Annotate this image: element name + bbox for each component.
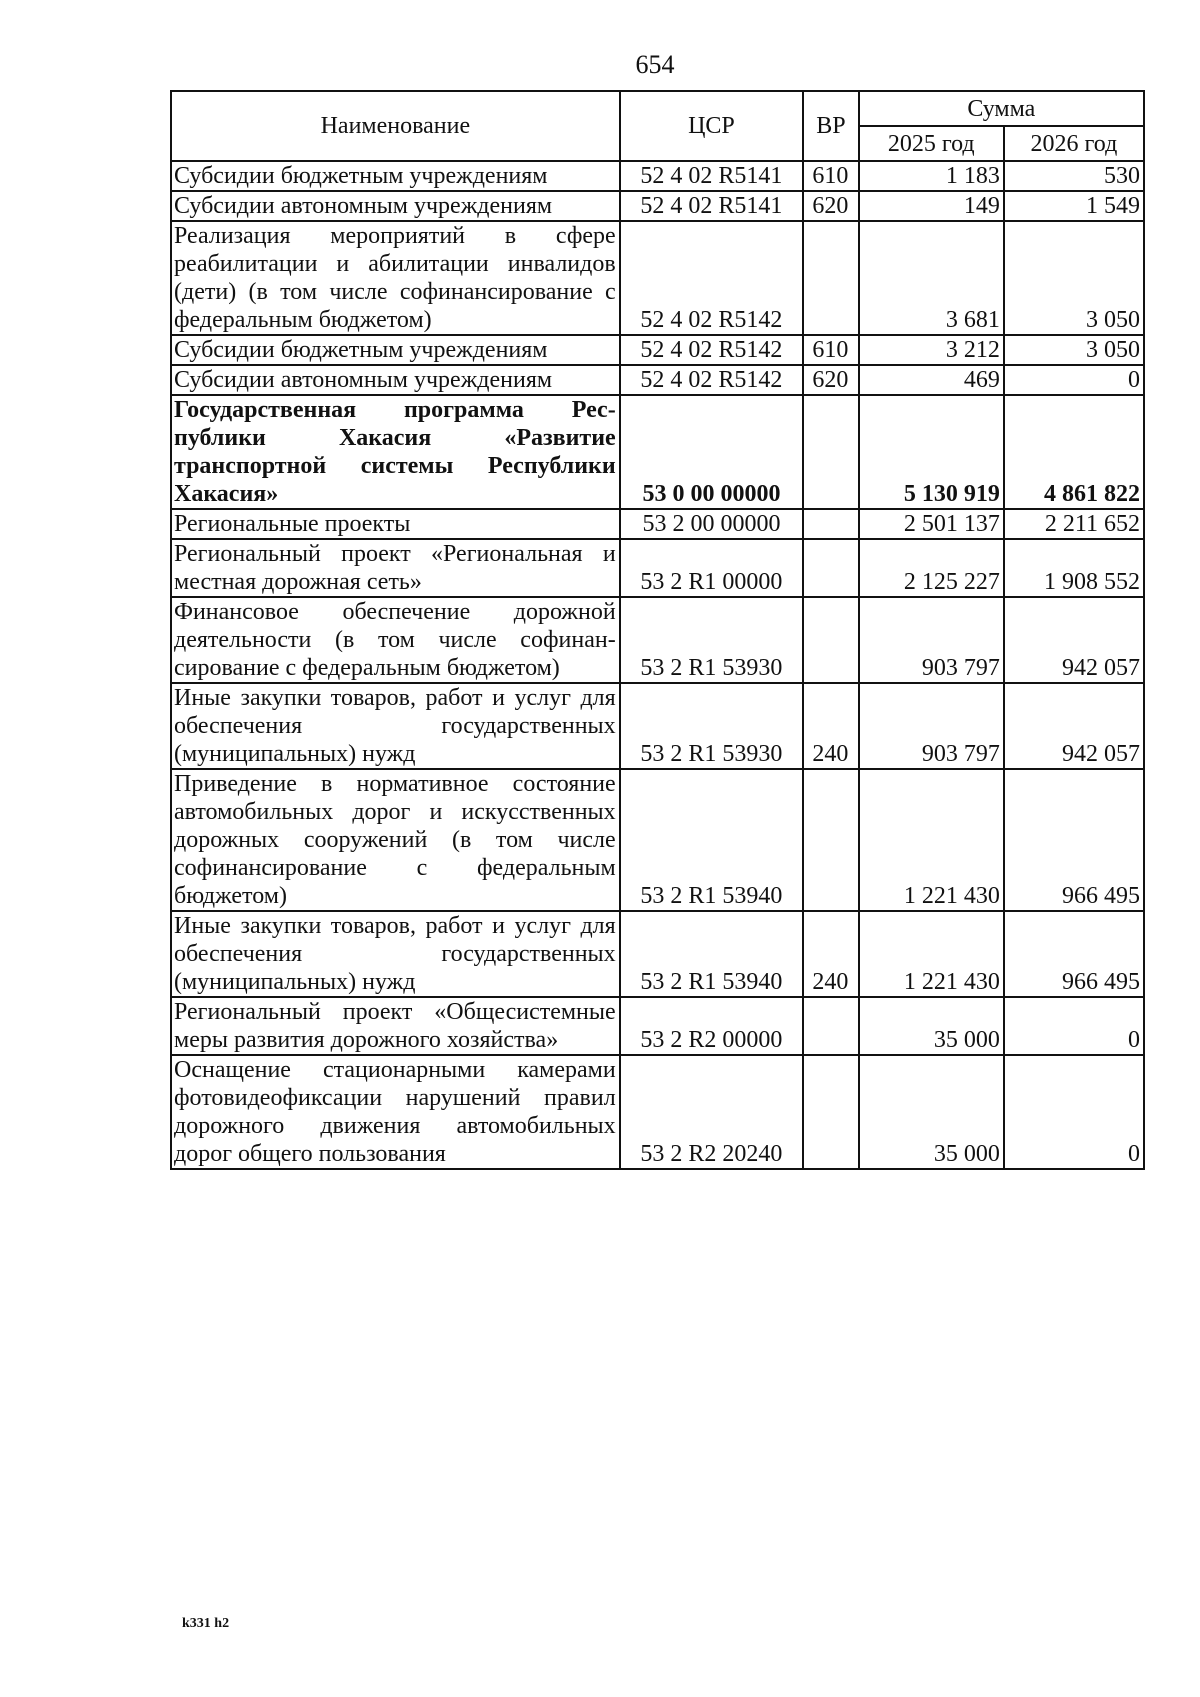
budget-table bbox=[170, 90, 1145, 1170]
row-csr: 52 4 02 R5142 bbox=[620, 335, 804, 365]
row-sum-2026: 966 495 bbox=[1004, 769, 1144, 911]
row-sum-2026: 1 908 552 bbox=[1004, 539, 1144, 597]
header-year-2026: 2026 год bbox=[1004, 126, 1144, 161]
row-sum-2025: 2 125 227 bbox=[859, 539, 1004, 597]
row-csr: 52 4 02 R5142 bbox=[620, 365, 804, 395]
row-sum-2026: 0 bbox=[1004, 997, 1144, 1055]
row-vr bbox=[803, 1055, 858, 1169]
row-vr bbox=[803, 597, 858, 683]
row-csr: 53 2 R2 20240 bbox=[620, 1055, 804, 1169]
row-sum-2025: 149 bbox=[859, 191, 1004, 221]
row-sum-2025: 469 bbox=[859, 365, 1004, 395]
row-sum-2026: 0 bbox=[1004, 1055, 1144, 1169]
row-csr: 53 2 R1 53930 bbox=[620, 683, 804, 769]
footer-code: k331 h2 bbox=[182, 1616, 230, 1631]
row-sum-2026: 530 bbox=[1004, 161, 1144, 191]
header-sum: Сумма bbox=[859, 91, 1144, 126]
row-vr bbox=[803, 509, 858, 539]
row-sum-2026: 1 549 bbox=[1004, 191, 1144, 221]
row-sum-2026: 942 057 bbox=[1004, 597, 1144, 683]
table-row bbox=[171, 335, 1144, 365]
table-row bbox=[171, 1055, 1144, 1169]
row-sum-2026: 2 211 652 bbox=[1004, 509, 1144, 539]
table-row bbox=[171, 191, 1144, 221]
table-row bbox=[171, 997, 1144, 1055]
row-name: Субсидии автономным учреждениям bbox=[171, 191, 620, 221]
row-name: Финансовое обеспечение дорожной деятельности (в том числе софинансирование с федеральным бюджетом) bbox=[171, 597, 620, 683]
row-sum-2025: 903 797 bbox=[859, 683, 1004, 769]
table-row bbox=[171, 365, 1144, 395]
table-row bbox=[171, 539, 1144, 597]
row-name: Субсидии бюджетным учреждениям bbox=[171, 161, 620, 191]
row-sum-2026: 3 050 bbox=[1004, 335, 1144, 365]
row-sum-2025: 35 000 bbox=[859, 1055, 1004, 1169]
header-csr: ЦСР bbox=[620, 91, 804, 161]
row-vr bbox=[803, 769, 858, 911]
row-vr bbox=[803, 221, 858, 335]
row-vr: 610 bbox=[803, 161, 858, 191]
table-row bbox=[171, 683, 1144, 769]
row-csr: 53 2 R1 53940 bbox=[620, 769, 804, 911]
row-name: Иные закупки товаров, работ и услуг для обеспечения государственных (муниципальных) нужд bbox=[171, 911, 620, 997]
row-vr bbox=[803, 997, 858, 1055]
page-number: 654 bbox=[635, 50, 675, 79]
row-sum-2026: 966 495 bbox=[1004, 911, 1144, 997]
row-csr: 53 2 R1 00000 bbox=[620, 539, 804, 597]
row-sum-2026: 4 861 822 bbox=[1004, 395, 1144, 509]
row-sum-2026: 0 bbox=[1004, 365, 1144, 395]
row-vr bbox=[803, 395, 858, 509]
row-name: Субсидии бюджетным учреждениям bbox=[171, 335, 620, 365]
table-row bbox=[171, 911, 1144, 997]
row-sum-2025: 1 183 bbox=[859, 161, 1004, 191]
row-csr: 53 0 00 00000 bbox=[620, 395, 804, 509]
row-name: Субсидии автономным учреждениям bbox=[171, 365, 620, 395]
table-row bbox=[171, 597, 1144, 683]
table-row bbox=[171, 221, 1144, 335]
row-name: Региональный проект «Региональная и местная дорожная сеть» bbox=[171, 539, 620, 597]
row-csr: 53 2 R1 53940 bbox=[620, 911, 804, 997]
row-name: Государственная программа Республики Хакасия «Развитие транспортной системы Республики Хакасия» bbox=[171, 395, 620, 509]
header-vr: ВР bbox=[803, 91, 858, 161]
row-vr: 620 bbox=[803, 365, 858, 395]
header-year-2025: 2025 год bbox=[859, 126, 1004, 161]
table-row bbox=[171, 769, 1144, 911]
row-csr: 52 4 02 R5141 bbox=[620, 191, 804, 221]
row-sum-2025: 3 212 bbox=[859, 335, 1004, 365]
row-sum-2025: 903 797 bbox=[859, 597, 1004, 683]
row-sum-2026: 3 050 bbox=[1004, 221, 1144, 335]
row-csr: 53 2 R1 53930 bbox=[620, 597, 804, 683]
row-csr: 52 4 02 R5142 bbox=[620, 221, 804, 335]
header-name: Наименование bbox=[171, 91, 620, 161]
row-csr: 53 2 R2 00000 bbox=[620, 997, 804, 1055]
row-name: Оснащение стационарными камерами фотовидеофиксации нарушений правил дорожного движения автомобильных дорог общего пользования bbox=[171, 1055, 620, 1169]
row-sum-2025: 5 130 919 bbox=[859, 395, 1004, 509]
row-vr: 620 bbox=[803, 191, 858, 221]
row-vr: 240 bbox=[803, 683, 858, 769]
row-vr bbox=[803, 539, 858, 597]
row-csr: 52 4 02 R5141 bbox=[620, 161, 804, 191]
row-sum-2025: 35 000 bbox=[859, 997, 1004, 1055]
row-sum-2026: 942 057 bbox=[1004, 683, 1144, 769]
row-name: Приведение в нормативное состояние автомобильных дорог и искусственных дорожных сооружений (в том числе софинансирование с федеральным бюджетом) bbox=[171, 769, 620, 911]
row-vr: 610 bbox=[803, 335, 858, 365]
header-row bbox=[171, 91, 1144, 126]
row-name: Реализация мероприятий в сфере реабилитации и абилитации инвалидов (дети) (в том числе софинансирование с федеральным бюджетом) bbox=[171, 221, 620, 335]
table-row bbox=[171, 395, 1144, 509]
table-row bbox=[171, 161, 1144, 191]
row-sum-2025: 1 221 430 bbox=[859, 911, 1004, 997]
row-sum-2025: 2 501 137 bbox=[859, 509, 1004, 539]
row-sum-2025: 3 681 bbox=[859, 221, 1004, 335]
table-row bbox=[171, 509, 1144, 539]
row-name: Иные закупки товаров, работ и услуг для обеспечения государственных (муниципальных) нужд bbox=[171, 683, 620, 769]
row-csr: 53 2 00 00000 bbox=[620, 509, 804, 539]
row-name: Региональный проект «Общесистемные меры развития дорожного хозяйства» bbox=[171, 997, 620, 1055]
row-name: Региональные проекты bbox=[171, 509, 620, 539]
row-vr: 240 bbox=[803, 911, 858, 997]
table-body bbox=[171, 161, 1144, 1169]
row-sum-2025: 1 221 430 bbox=[859, 769, 1004, 911]
